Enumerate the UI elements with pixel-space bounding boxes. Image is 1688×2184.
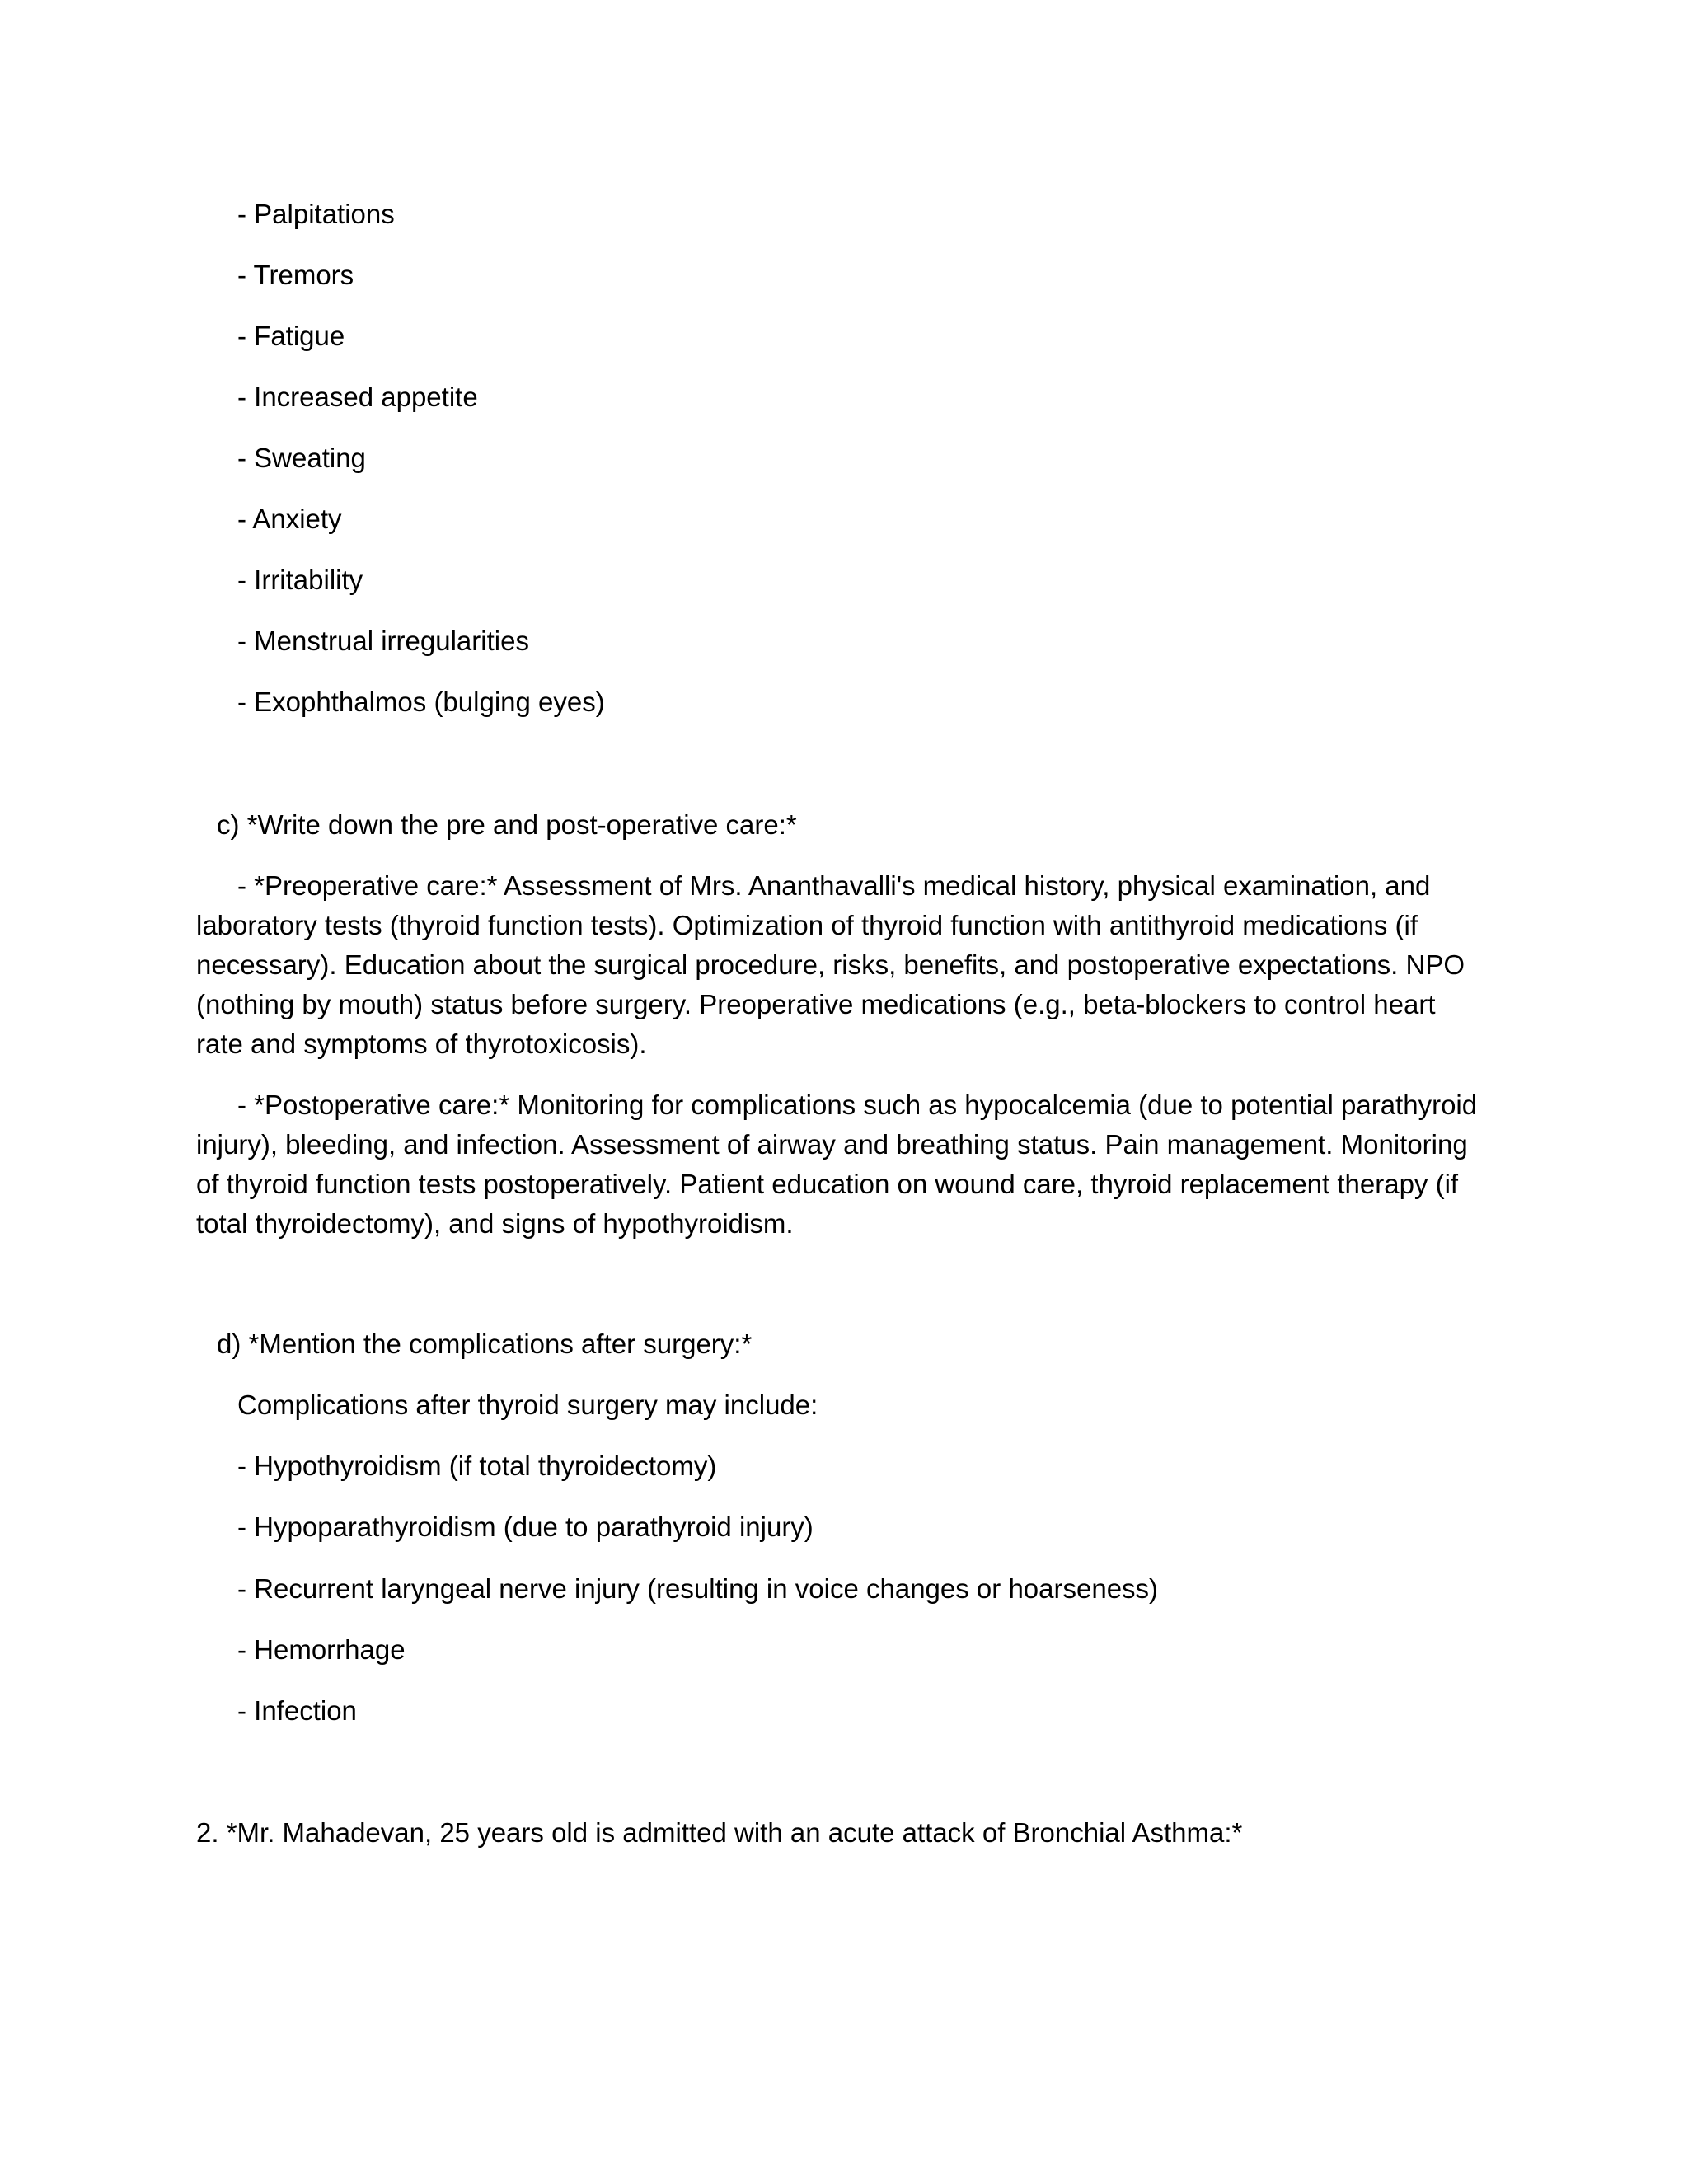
list-item: - Anxiety <box>237 504 342 534</box>
list-item: - Exophthalmos (bulging eyes) <box>237 687 605 717</box>
list-item: - Hemorrhage <box>237 1634 406 1665</box>
section-d-intro: Complications after thyroid surgery may include: <box>237 1390 818 1420</box>
list-item: - Hypothyroidism (if total thyroidectomy) <box>237 1451 717 1481</box>
list-item: - Palpitations <box>237 199 395 229</box>
postoperative-care-paragraph: - *Postoperative care:* Monitoring for complications such as hypocalcemia (due to potential parathyroid injury), bleeding, and infection. Assessment of airway and breathing status. Pain management. Monitoring of thyroid function tests postoperatively. Patient education on wound care, thyroid replacement therapy (if total thyroidectomy), and signs of hypothyroidism. <box>196 1090 1478 1239</box>
list-item: - Fatigue <box>237 321 345 351</box>
question-2-heading: 2. *Mr. Mahadevan, 25 years old is admitted with an acute attack of Bronchial Asthma:* <box>196 1817 1243 1848</box>
list-item: - Hypoparathyroidism (due to parathyroid injury) <box>237 1511 814 1542</box>
list-item: - Menstrual irregularities <box>237 626 529 656</box>
list-item: - Recurrent laryngeal nerve injury (resulting in voice changes or hoarseness) <box>237 1573 1159 1604</box>
list-item: - Increased appetite <box>237 382 478 412</box>
section-d-heading: d) *Mention the complications after surgery:* <box>217 1329 753 1359</box>
list-item: - Sweating <box>237 443 366 473</box>
list-item: - Tremors <box>237 260 354 290</box>
list-item: - Irritability <box>237 565 363 595</box>
list-item: - Infection <box>237 1695 357 1726</box>
preoperative-care-paragraph: - *Preoperative care:* Assessment of Mrs. Ananthavalli's medical history, physical examination, and laboratory tests (thyroid function tests). Optimization of thyroid function with antithyroid medications (if necessary). Education about the surgical procedure, risks, benefits, and postoperative expectations. NPO (nothing by mouth) status before surgery. Preoperative medications (e.g., beta-blockers to control heart rate and symptoms of thyrotoxicosis). <box>196 870 1465 1059</box>
section-c-heading: c) *Write down the pre and post-operative care:* <box>217 809 797 840</box>
